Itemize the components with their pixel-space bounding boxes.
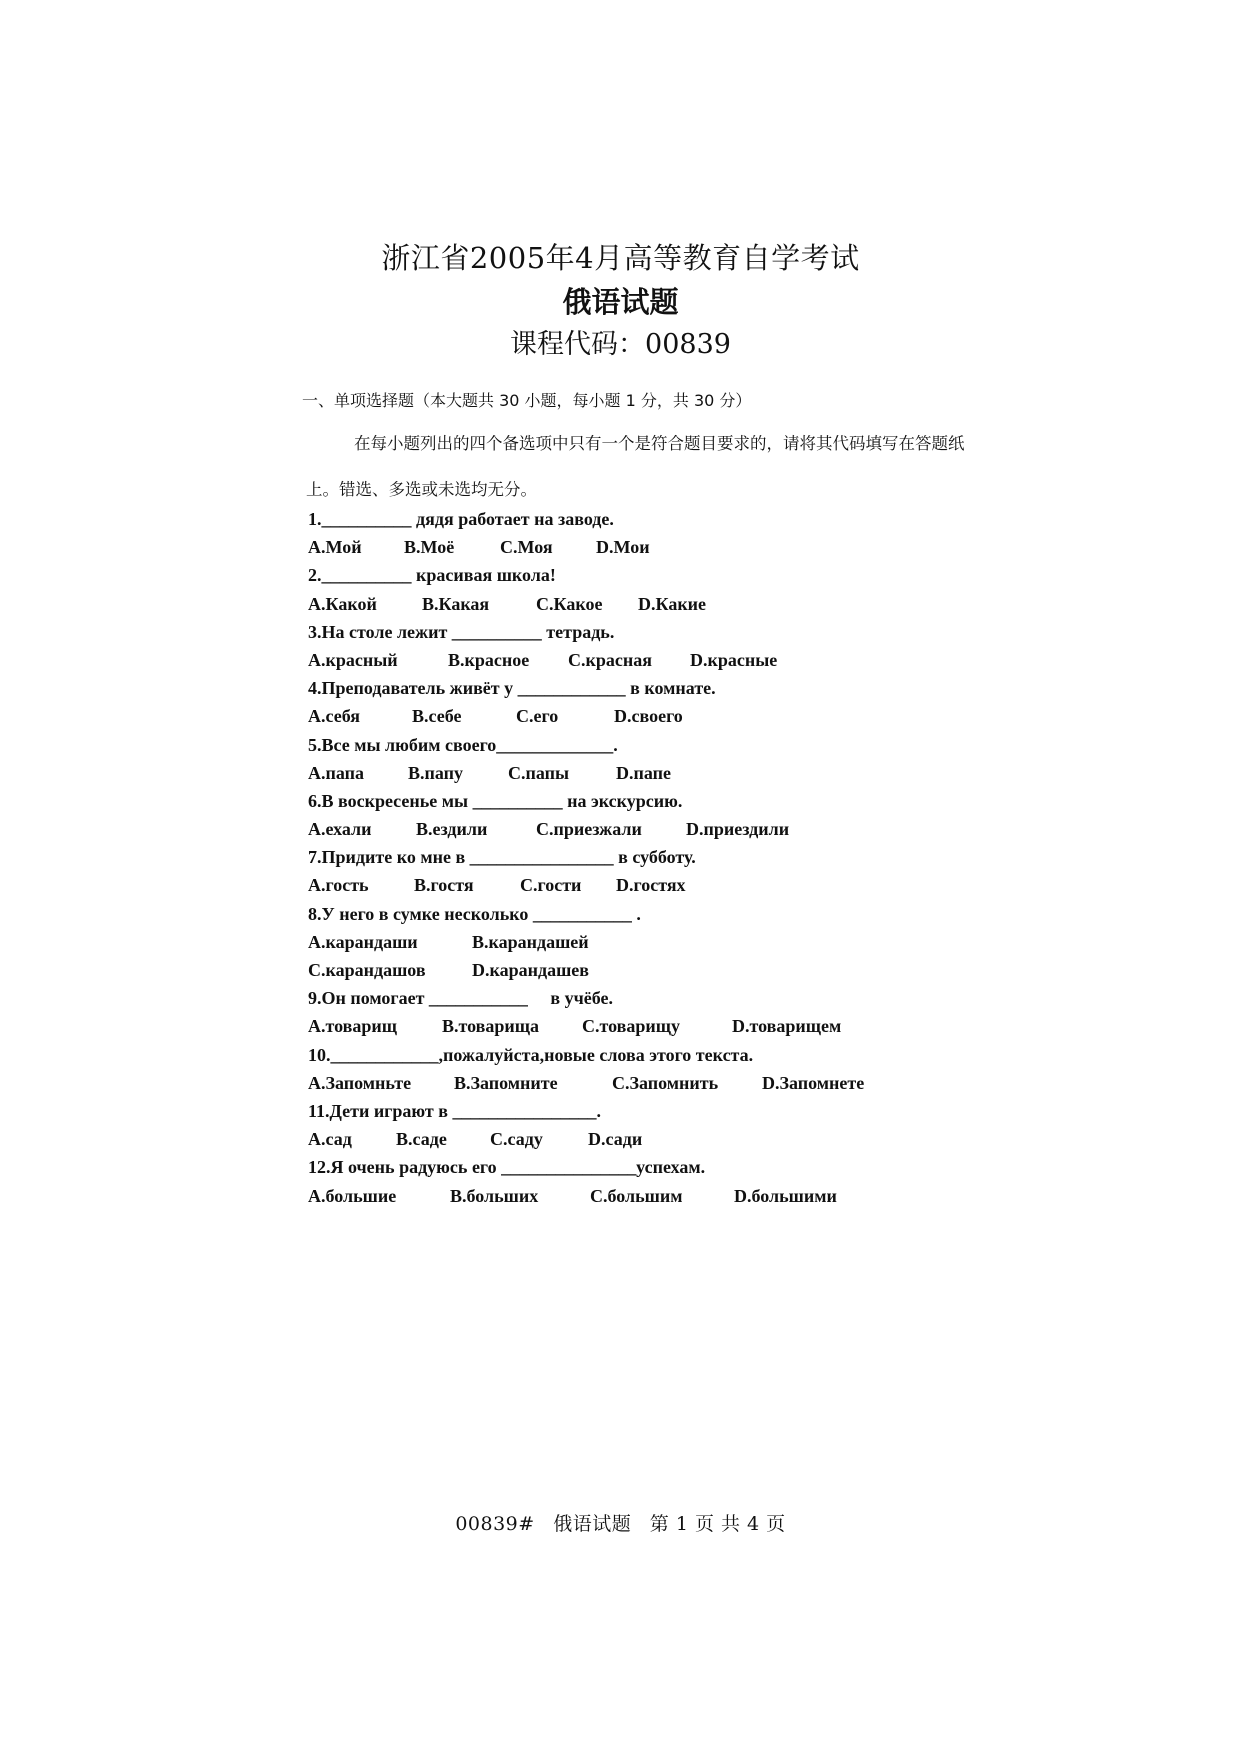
course-code-label: 课程代码： xyxy=(510,329,646,360)
option: D.товарищем xyxy=(732,1016,842,1037)
subject-title: 俄语试题 xyxy=(562,285,679,319)
option: B.товарища xyxy=(442,1016,539,1037)
option: D.Запомнете xyxy=(762,1072,865,1093)
option: B.саде xyxy=(396,1129,447,1150)
option: A.ехали xyxy=(308,819,372,840)
option: D.своего xyxy=(614,706,683,727)
option: D.красные xyxy=(690,649,778,670)
question-stem: 2.__________ красивая школа! xyxy=(308,565,556,586)
question-options xyxy=(308,1182,958,1210)
question-stem: 6.В воскресенье мы __________ на экскурсию. xyxy=(308,790,683,811)
option: D.папе xyxy=(616,762,671,783)
option: B.Запомните xyxy=(454,1072,558,1093)
question-options xyxy=(308,1012,958,1040)
question-stem: 1.__________ дядя работает на заводе. xyxy=(308,509,614,529)
option: D.Мои xyxy=(596,537,650,558)
question-stem: 9.Он помогает ___________ в учёбе. xyxy=(308,988,614,1009)
option: A.гость xyxy=(308,875,369,896)
section-heading: 一、单项选择题（本大题共 30 小题，每小题 1 分，共 30 分） xyxy=(302,391,752,410)
option: C.саду xyxy=(490,1129,543,1150)
option: A.большие xyxy=(308,1185,397,1206)
question-options xyxy=(308,1069,958,1097)
question-list xyxy=(308,505,958,1210)
option: D.гостях xyxy=(616,875,686,896)
option: B.себе xyxy=(412,706,462,727)
option: A.Мой xyxy=(308,537,362,558)
option: D.карандашев xyxy=(472,960,589,980)
option: C.Моя xyxy=(500,537,553,558)
question-stem: 4.Преподаватель живёт у ____________ в комнате. xyxy=(308,678,716,699)
option: B.гостя xyxy=(414,875,474,896)
question-stem: 7.Придите ко мне в ________________ в субботу. xyxy=(308,847,696,868)
question-stem: 5.Все мы любим своего_____________. xyxy=(308,734,618,755)
question-options xyxy=(308,533,958,561)
footer-code: 00839# xyxy=(455,1513,535,1535)
option: B.красное xyxy=(448,649,530,670)
option: A.Запомньте xyxy=(308,1072,412,1093)
option: D.сади xyxy=(588,1129,643,1150)
option: A.сад xyxy=(308,1129,352,1150)
option: B.карандашей xyxy=(472,931,589,952)
option: B.Моё xyxy=(404,537,455,558)
option: C.большим xyxy=(590,1185,683,1206)
footer-subject: 俄语试题 xyxy=(553,1513,632,1535)
question-options xyxy=(308,702,958,730)
option: C.карандашов xyxy=(308,960,426,980)
question-stem: 3.На столе лежит __________ тетрадь. xyxy=(308,621,615,642)
option: A.себя xyxy=(308,706,360,727)
question-options xyxy=(308,956,958,984)
question-stem: 11.Дети играют в ________________. xyxy=(308,1100,601,1121)
instruction-line-2: 上。错选、多选或未选均无分。 xyxy=(306,480,537,499)
question-options xyxy=(308,1125,958,1153)
question-options xyxy=(308,815,958,843)
instruction-line-1: 在每小题列出的四个备选项中只有一个是符合题目要求的，请将其代码填写在答题纸 xyxy=(354,434,965,453)
option: A.папа xyxy=(308,762,365,783)
option: C.красная xyxy=(568,649,652,670)
option: C.Какое xyxy=(536,593,603,614)
option: B.папу xyxy=(408,762,464,783)
question-stem: 10.____________,пожалуйста,новые слова этого текста. xyxy=(308,1044,754,1065)
course-code xyxy=(0,322,1241,361)
option: C.папы xyxy=(508,762,570,783)
question-stem: 8.У него в сумке несколько ___________ . xyxy=(308,903,641,924)
question-options xyxy=(308,590,958,618)
option: C.его xyxy=(516,706,559,727)
question-options xyxy=(308,871,958,899)
option: C.Запомнить xyxy=(612,1072,719,1093)
option: A.Какой xyxy=(308,593,377,614)
option: B.больших xyxy=(450,1185,539,1206)
option: D.большими xyxy=(734,1185,837,1206)
option: C.приезжали xyxy=(536,819,642,840)
option: D.Какие xyxy=(638,593,707,614)
option: A.красный xyxy=(308,649,398,670)
exam-title: 浙江省2005年4月高等教育自学考试 xyxy=(381,241,860,275)
option: C.гости xyxy=(520,875,582,896)
option: B.Какая xyxy=(422,593,490,614)
option: B.ездили xyxy=(416,819,488,840)
footer-page-number: 第 1 页 共 4 页 xyxy=(649,1513,786,1535)
question-options xyxy=(308,759,958,787)
option: D.приездили xyxy=(686,819,790,840)
question-options xyxy=(308,928,958,956)
option: A.карандаши xyxy=(308,931,418,952)
course-code-value: 00839 xyxy=(645,329,731,360)
page-footer xyxy=(0,1509,1241,1536)
option: C.товарищу xyxy=(582,1016,680,1037)
option: A.товарищ xyxy=(308,1016,397,1037)
question-stem: 12.Я очень радуюсь его _______________успехам. xyxy=(308,1157,706,1178)
question-options xyxy=(308,646,958,674)
